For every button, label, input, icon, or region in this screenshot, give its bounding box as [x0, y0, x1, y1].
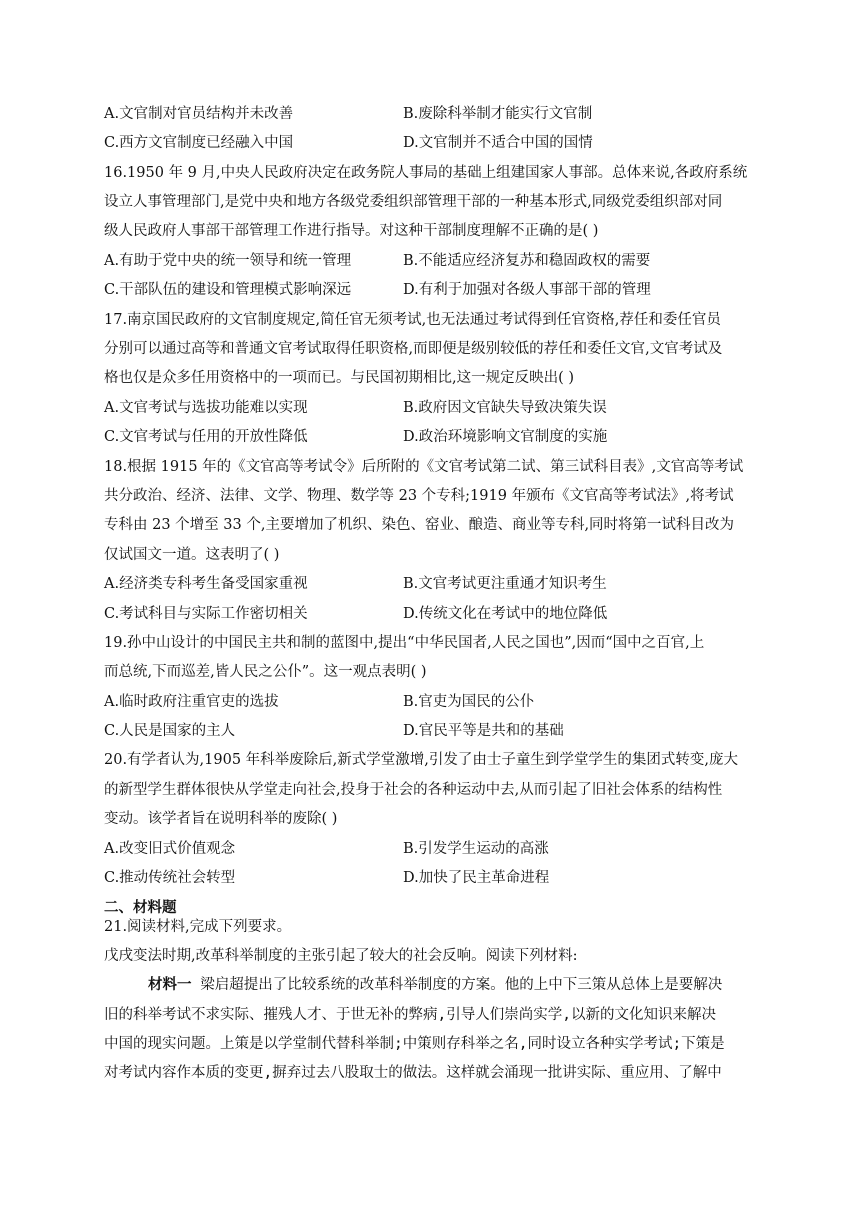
q17-option-d: D.政治环境影响文官制度的实施	[403, 429, 608, 445]
q18-stem-line: 专科由 23 个增至 33 个,主要增加了机织、染色、窑业、酿造、商业等专科,同时将第一试科目改为	[104, 517, 735, 533]
q15-option-b: B.废除科举制才能实行文官制	[403, 106, 593, 122]
q17-stem-line: 分别可以通过高等和普通文官考试取得任职资格,而即便是级别较低的荐任和委任文官,文官考试及	[104, 341, 723, 357]
q18-option-d: D.传统文化在考试中的地位降低	[403, 606, 608, 622]
material-line: 对考试内容作本质的变更,摒弃过去八股取士的做法。这样就会涌现一批讲实际、重应用、了解中	[104, 1065, 722, 1081]
q19-option-d: D.官民平等是共和的基础	[403, 723, 564, 739]
q16-stem-line: 设立人事管理部门,是党中央和地方各级党委组织部管理干部的一种基本形式,同级党委组织部对同	[104, 194, 723, 210]
q17-option-c: C.文官考试与任用的开放性降低	[104, 429, 308, 445]
q18-option-b: B.文官考试更注重通才知识考生	[403, 576, 607, 592]
q21-prompt: 21.阅读材料,完成下列要求。	[104, 919, 292, 935]
q16-option-c: C.干部队伍的建设和管理模式影响深远	[104, 282, 352, 298]
q20-stem-line: 的新型学生群体很快从学堂走向社会,投身于社会的各种运动中去,从而引起了旧社会体系的结构性	[104, 782, 723, 798]
q20-option-d: D.加快了民主革命进程	[403, 870, 550, 886]
q18-stem-line: 仅试国文一道。这表明了( )	[104, 547, 280, 563]
q16-option-b: B.不能适应经济复苏和稳固政权的需要	[403, 253, 651, 269]
q19-option-a: A.临时政府注重官吏的选拔	[104, 694, 279, 710]
q16-stem-line: 级人民政府人事部干部管理工作进行指导。对这种干部制度理解不正确的是( )	[104, 223, 599, 239]
q17-stem-line: 17.南京国民政府的文官制度规定,简任官无须考试,也无法通过考试得到任官资格,荐任和委任官员	[104, 312, 721, 328]
material-line: 中国的现实问题。上策是以学堂制代替科举制;中策则存科举之名,同时设立各种实学考试;下策是	[104, 1036, 725, 1052]
q16-stem-line: 16.1950 年 9 月,中央人民政府决定在政务院人事局的基础上组建国家人事部。总体来说,各政府系统	[104, 165, 748, 181]
q20-option-c: C.推动传统社会转型	[104, 870, 236, 886]
q19-stem-line: 19.孙中山设计的中国民主共和制的蓝图中,提出“中华民国者,人民之国也”,因而“国中之百官,上	[104, 635, 705, 651]
material-first-line	[148, 975, 722, 995]
q19-option-c: C.人民是国家的主人	[104, 723, 236, 739]
q16-option-a: A.有助于党中央的统一领导和统一管理	[104, 253, 352, 269]
q20-stem-line: 20.有学者认为,1905 年科举废除后,新式学堂激增,引发了由士子童生到学堂学生的集团式转变,庞大	[104, 752, 739, 768]
q15-option-d: D.文官制并不适合中国的国情	[403, 135, 593, 151]
q20-stem-line: 变动。该学者旨在说明科举的废除( )	[104, 811, 338, 827]
q21-intro: 戊戌变法时期,改革科举制度的主张引起了较大的社会反响。阅读下列材料:	[104, 948, 578, 964]
q19-stem-line: 而总统,下而巡差,皆人民之公仆”。这一观点表明( )	[104, 664, 427, 680]
material-line: 旧的科举考试不求实际、摧残人才、于世无补的弊病,引导人们崇尚实学,以新的文化知识来解决	[104, 1007, 716, 1023]
q18-stem-line: 共分政治、经济、法律、文学、物理、数学等 23 个专科;1919 年颁布《文官高等考试法》,将考试	[104, 488, 734, 504]
q16-option-d: D.有利于加强对各级人事部干部的管理	[403, 282, 651, 298]
section-title: 二、材料题	[104, 899, 177, 916]
material-text: 梁启超提出了比较系统的改革科举制度的方案。他的上中下三策从总体上是要解决	[200, 977, 723, 993]
q20-option-a: A.改变旧式价值观念	[104, 841, 236, 857]
q18-stem-line: 18.根据 1915 年的《文官高等考试令》后所附的《文官考试第二试、第三试科目表》,文官高等考试	[104, 459, 744, 475]
q17-stem-line: 格也仅是众多任用资格中的一项而已。与民国初期相比,这一规定反映出( )	[104, 370, 575, 386]
q17-option-b: B.政府因文官缺失导致决策失误	[403, 400, 607, 416]
q15-option-c: C.西方文官制度已经融入中国	[104, 135, 294, 151]
q20-option-b: B.引发学生运动的高涨	[403, 841, 549, 857]
material-label: 材料一	[148, 977, 192, 993]
q18-option-c: C.考试科目与实际工作密切相关	[104, 606, 308, 622]
q19-option-b: B.官吏为国民的公仆	[403, 694, 535, 710]
q18-option-a: A.经济类专科考生备受国家重视	[104, 576, 308, 592]
q15-option-a: A.文官制对官员结构并未改善	[104, 106, 294, 122]
q17-option-a: A.文官考试与选拔功能难以实现	[104, 400, 308, 416]
